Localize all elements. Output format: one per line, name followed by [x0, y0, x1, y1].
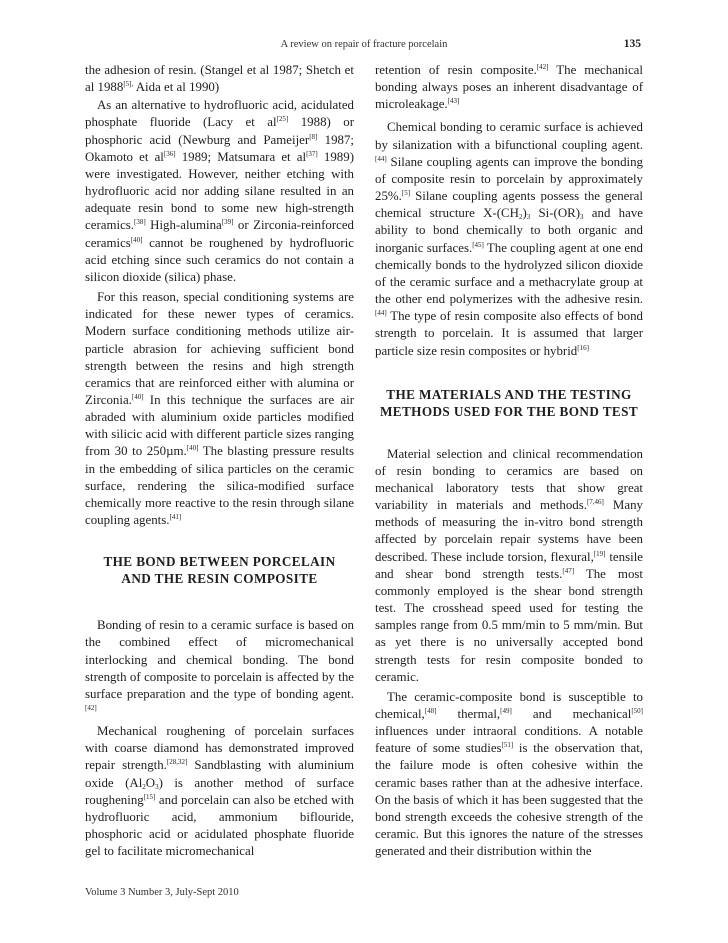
section-heading-materials: THE MATERIALS AND THE TESTING METHODS USED FOR THE BOND TEST	[379, 386, 639, 419]
right-column	[375, 62, 643, 860]
left-paragraph-4: Bonding of resin to a ceramic surface is based on the combined effect of micromechanical interlocking and chemical bonding. The bond strength of composite to porcelain is affected by the surface preparation and the type of bonding agent.[42]	[85, 618, 354, 712]
running-title: A review on repair of fracture porcelain	[280, 39, 448, 50]
page-number: 135	[623, 38, 641, 50]
left-paragraph-5: Mechanical roughening of porcelain surfaces with coarse diamond has demonstrated improved repair strength.[28,32] Sandblasting with aluminium oxide $(Al_2O_3)$ is another method of surface roughening[15] and porcelain can also be etched with hydrofluoric acid, ammonium biflouride, phosphoric acid or acidulated phosphate fluoride gel to facilitate micromechanical	[85, 724, 354, 859]
left-paragraph-1: the adhesion of resin. (Stangel et al 1987; Shetch et al $1988^{[5],}$ Aida et al 1990)	[85, 63, 354, 95]
left-paragraph-3: For this reason, special conditioning systems are indicated for these newer types of ceramics. Modern surface conditioning methods utilize air-particle abrasion for achieving sufficient bond strength between the resins and high strength ceramics that are reinforced either with alumina or Zirconia.[40] In this technique the surfaces are air abraded with aluminium oxide particles modified with silicic acid with different particle sizes ranging from 30 to 250µm.[40] The blasting pressure results in the embedding of silica particles on the ceramic surface, rendering the silica-modified surface chemically more reactive to the resin through silane coupling agents.[41]	[85, 290, 355, 528]
section-heading-bond: THE BOND BETWEEN PORCELAIN AND THE RESIN COMPOSITE	[103, 554, 336, 587]
footer-volume-info: Volume 3 Number 3, July-Sept 2010	[85, 887, 239, 898]
right-paragraph-1: retention of resin composite.[42] The mechanical bonding always poses an inherent disadvantage of microleakage.[43]	[375, 63, 643, 112]
right-paragraph-2: Chemical bonding to ceramic surface is achieved by silanization with a bifunctional coupling agent.[44] Silane coupling agents can improve the bonding of composite resin to porcelain by approximately 25%.[5] Silane coupling agents possess the general chemical structure $X-(CH_2)_3$ $Si-(OR)_3$ and have ability to bond chemically to both organic and inorganic surfaces.[45] The coupling agent at one end chemically bonds to the hydrolyzed silicon dioxide of the ceramic surface and a methacrylate group at the other end polymerizes with the adhesive resin.[44] The type of resin composite also effects of bond strength to porcelain. It is assumed that larger particle size resin composites or hybrid[16]	[375, 120, 644, 358]
left-column	[85, 62, 354, 860]
right-paragraph-4: The ceramic-composite bond is susceptible to chemical,[48] thermal,[49] and mechanical[50] influences under intraoral conditions. A notable feature of some studies[51] is the observation that, the failure mode is often cohesive within the ceramic bases rather than at the adhesive interface. On the basis of which it has been suggested that the bond strength exceeds the cohesive strength of the ceramic. But this ignores the nature of the stresses generated and their distribution within the	[375, 689, 644, 859]
left-paragraph-2: As an alternative to hydrofluoric acid, acidulated phosphate fluoride (Lacy et al[25] 1988) or phosphoric acid (Newburg and Pameijer[8] 1987; Okamoto et al[36] 1989; Matsumara et al[37] 1989) were investigated. However, neither etching with hydrofluoric acid nor adding silane resulted in an adequate resin bond to some new high-strength ceramics.[38] High-alumina[39] or Zirconia-reinforced ceramics[40] cannot be roughened by hydrofluoric acid etching since such ceramics do not contain a silicon dioxide (silica) phase.	[85, 98, 355, 284]
right-paragraph-3: Material selection and clinical recommendation of resin bonding to ceramics are based on mechanical laboratory tests that show great variability in materials and methods.[7,46] Many methods of measuring the in-vitro bond strength affected by porcelain repair systems have been described. These include torsion, flexural,[19] tensile and shear bond strength tests.[47] The most commonly employed is the shear bond strength test. The crosshead speed used for testing the samples range from 0.5 mm/min to 5 mm/min. But as yet there is no universally accepted bond strength tests for resin composite bonded to ceramic.	[375, 446, 644, 684]
